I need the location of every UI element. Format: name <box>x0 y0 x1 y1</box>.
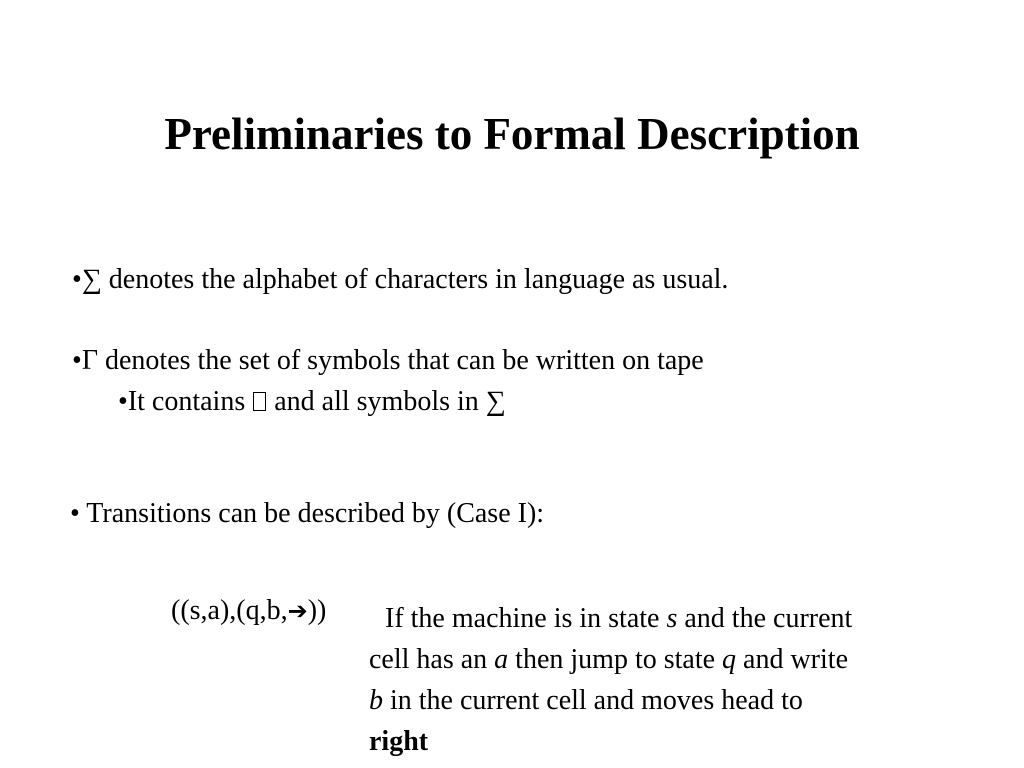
bullet-sigma <box>72 263 728 297</box>
explanation-text: If the machine is in state <box>385 603 667 634</box>
gamma-symbol: Γ <box>81 345 98 376</box>
direction-right: right <box>369 726 429 757</box>
bullet-marker: • <box>70 498 80 529</box>
slide-title: Preliminaries to Formal Description <box>164 109 860 159</box>
sigma-symbol: ∑ <box>485 386 506 417</box>
bullet-sigma-text: denotes the alphabet of characters in language as usual. <box>101 264 729 295</box>
symbol-variable-b: b <box>369 685 383 716</box>
transition-tuple <box>171 594 326 628</box>
state-variable-q: q <box>722 644 737 675</box>
explanation-line-4 <box>369 721 969 762</box>
explanation-text: and the current <box>677 603 853 634</box>
bullet-transitions-text: Transitions can be described by (Case I): <box>79 498 545 529</box>
explanation-text: then jump to state <box>508 644 723 675</box>
sigma-symbol: ∑ <box>81 264 102 295</box>
explanation-text: cell has an <box>369 644 495 675</box>
sub-bullet-text-before: It contains <box>127 386 253 417</box>
bullet-gamma <box>72 344 704 378</box>
explanation-text: and write <box>736 644 848 675</box>
explanation-text: in the current cell and moves head to <box>383 685 803 716</box>
sub-bullet-contains <box>118 385 506 419</box>
blank-symbol-icon <box>253 392 266 411</box>
bullet-transitions <box>70 497 544 531</box>
bullet-marker: • <box>72 345 82 376</box>
bullet-gamma-text: denotes the set of symbols that can be written on tape <box>98 345 704 376</box>
bullet-marker: • <box>118 386 128 417</box>
right-arrow-icon: ➔ <box>287 597 308 625</box>
tuple-before: ((s,a),(q,b, <box>171 595 288 626</box>
explanation-line-2 <box>369 639 969 680</box>
state-variable-s: s <box>666 603 678 634</box>
bullet-marker: • <box>72 264 82 295</box>
explanation-line-1 <box>369 598 969 639</box>
explanation-line-3 <box>369 680 969 721</box>
transition-explanation <box>369 598 969 762</box>
tuple-after: )) <box>307 595 327 626</box>
symbol-variable-a: a <box>494 644 509 675</box>
sub-bullet-text-after: and all symbols in <box>267 386 486 417</box>
